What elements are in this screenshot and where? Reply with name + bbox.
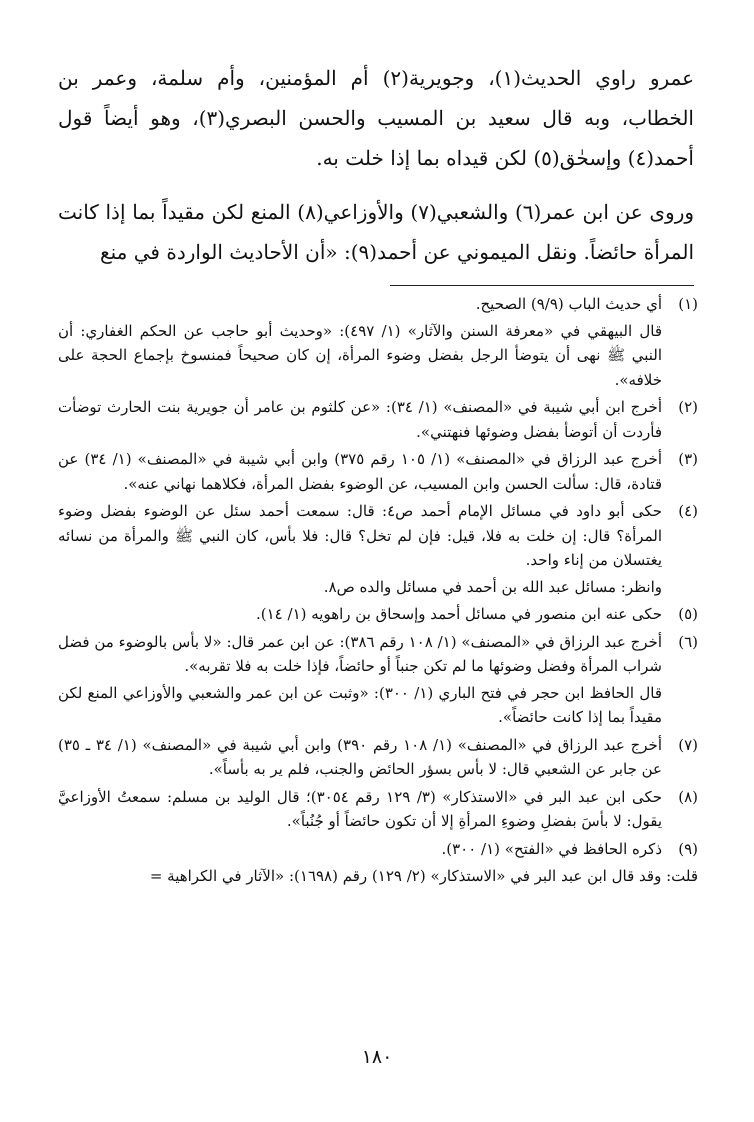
footnotes [58, 292, 698, 892]
footnote-text: قال البيهقي في «معرفة السنن والآثار» (١/ ٤٩٧): «وحديث أبو حاجب عن الحكم الغفاري: أن النبي ﷺ نهى أن يتوضأ الرجل بفضل وضوء المرأة، إن كان صحيحاً فمنسوخ بإجماع الحجة على خلافه». [58, 321, 662, 389]
footnote-text: قال الحافظ ابن حجر في فتح الباري (١/ ٣٠٠): «وثبت عن ابن عمر والشعبي والأوزاعي المنع لكن مقيداً بما إذا كانت حائضاً». [58, 683, 662, 726]
footnote-number: (٥) [678, 605, 698, 623]
footnote-text: أي حديث الباب (٩/٩) الصحيح. [475, 295, 662, 313]
footnote-text: حكى أبو داود في مسائل الإمام أحمد ص٤: قال: سمعت أحمد سئل عن الوضوء بفضل وضوء المرأة؟ قال: إن خلت به فلا، قيل: فإن لم تخل؟ قال: فلا بأس، كان النبي ﷺ والمرأة من نسائه يغتسلان من إناء واحد. [58, 502, 662, 569]
footnote-text: ذكره الحافظ في «الفتح» (١/ ٣٠٠). [441, 839, 662, 858]
footnote-text: قلت: وقد قال ابن عبد البر في «الاستذكار» (٢/ ١٢٩) رقم (١٦٩٨): «الآثار في الكراهية = [149, 867, 698, 885]
footnote [58, 733, 698, 782]
footnote-text: أخرج ابن أبي شيبة في «المصنف» (١/ ٣٤): «عن كلثوم بن عامر أن جويرية بنت الحارث توضأت فأردت أن أتوضأ بفضل وضوئها فنهتني». [58, 398, 663, 441]
footnote-text: حكى عنه ابن منصور في مسائل أحمد وإسحاق بن راهويه (١/ ١٤). [255, 605, 662, 623]
footnote-number: (٢) [678, 398, 698, 416]
footnote-number: (٧) [678, 735, 698, 754]
footnote-continuation [58, 864, 698, 889]
footnote [58, 447, 698, 496]
footnote [58, 630, 698, 730]
main-paragraph: عمرو راوي الحديث(١)، وجويرية(٢) أم المؤمنين، وأم سلمة، وعمر بن الخطاب، وبه قال سعيد بن المسيب والحسن البصري(٣)، وهو أيضاً قول أحمد(٤) وإسحٰق(٥) لكن قيداه بما إذا خلت به. [58, 66, 695, 170]
footnote [58, 602, 698, 627]
footnote-text: أخرج عبد الرزاق في «المصنف» (١/ ١٠٨ رقم ٣٨٦): عن ابن عمر قال: «لا بأس بالوضوء من فضل شراب المرأة وفضل وضوئها ما لم تكن جنباً أو حائضاً، فإذا خلت به فلا تقربه». [58, 632, 662, 675]
footnote [58, 395, 698, 444]
main-text [58, 58, 694, 272]
footnote-text: أخرج عبد الرزاق في «المصنف» (١/ ١٠٥ رقم ٣٧٥) وابن أبي شيبة في «المصنف» (١/ ٣٤) عن قتادة، قال: سألت الحسن وابن المسيب، عن الوضوء بفضل المرأة، فكلاهما نهاني عنه». [58, 450, 662, 493]
footnote [58, 292, 698, 392]
footnote-number: (٤) [678, 502, 698, 520]
footnote [58, 785, 698, 834]
footnote-number: (٩) [678, 839, 698, 858]
footnote [58, 499, 698, 599]
page-number: ١٨٠ [361, 1046, 393, 1068]
main-paragraph: وروى عن ابن عمر(٦) والشعبي(٧) والأوزاعي(٨) المنع لكن مقيداً بما إذا كانت المرأة حائضاً. ونقل الميموني عن أحمد(٩): «أن الأحاديث الواردة في منع [58, 200, 695, 264]
footnote-number: (٣) [678, 450, 698, 468]
footnote-number: (١) [678, 295, 698, 313]
footnote-text: وانظر: مسائل عبد الله بن أحمد في مسائل والده ص٨. [323, 577, 662, 596]
footnote-separator [390, 285, 694, 286]
footnote [58, 837, 698, 862]
footnote-number: (٦) [678, 632, 698, 651]
footnote-text: أخرج عبد الرزاق في «المصنف» (١/ ١٠٨ رقم ٣٩٠) وابن أبي شيبة في «المصنف» (١/ ٣٤ ـ ٣٥) عن جابر عن الشعبي قال: لا بأس بسؤر الحائض والجنب، فلم ير به بأساً». [58, 735, 662, 778]
footnote-number: (٨) [678, 787, 698, 806]
footnote-text: حكى ابن عبد البر في «الاستذكار» (٣/ ١٢٩ رقم ٣٠٥٤)؛ قال الوليد بن مسلم: سمعتُ الأوزاعيَّ يقول: لا بأسَ بفضلِ وضوءِ المرأةِ إلا أن تكون حائضاً أو جُنُباً». [58, 787, 662, 830]
